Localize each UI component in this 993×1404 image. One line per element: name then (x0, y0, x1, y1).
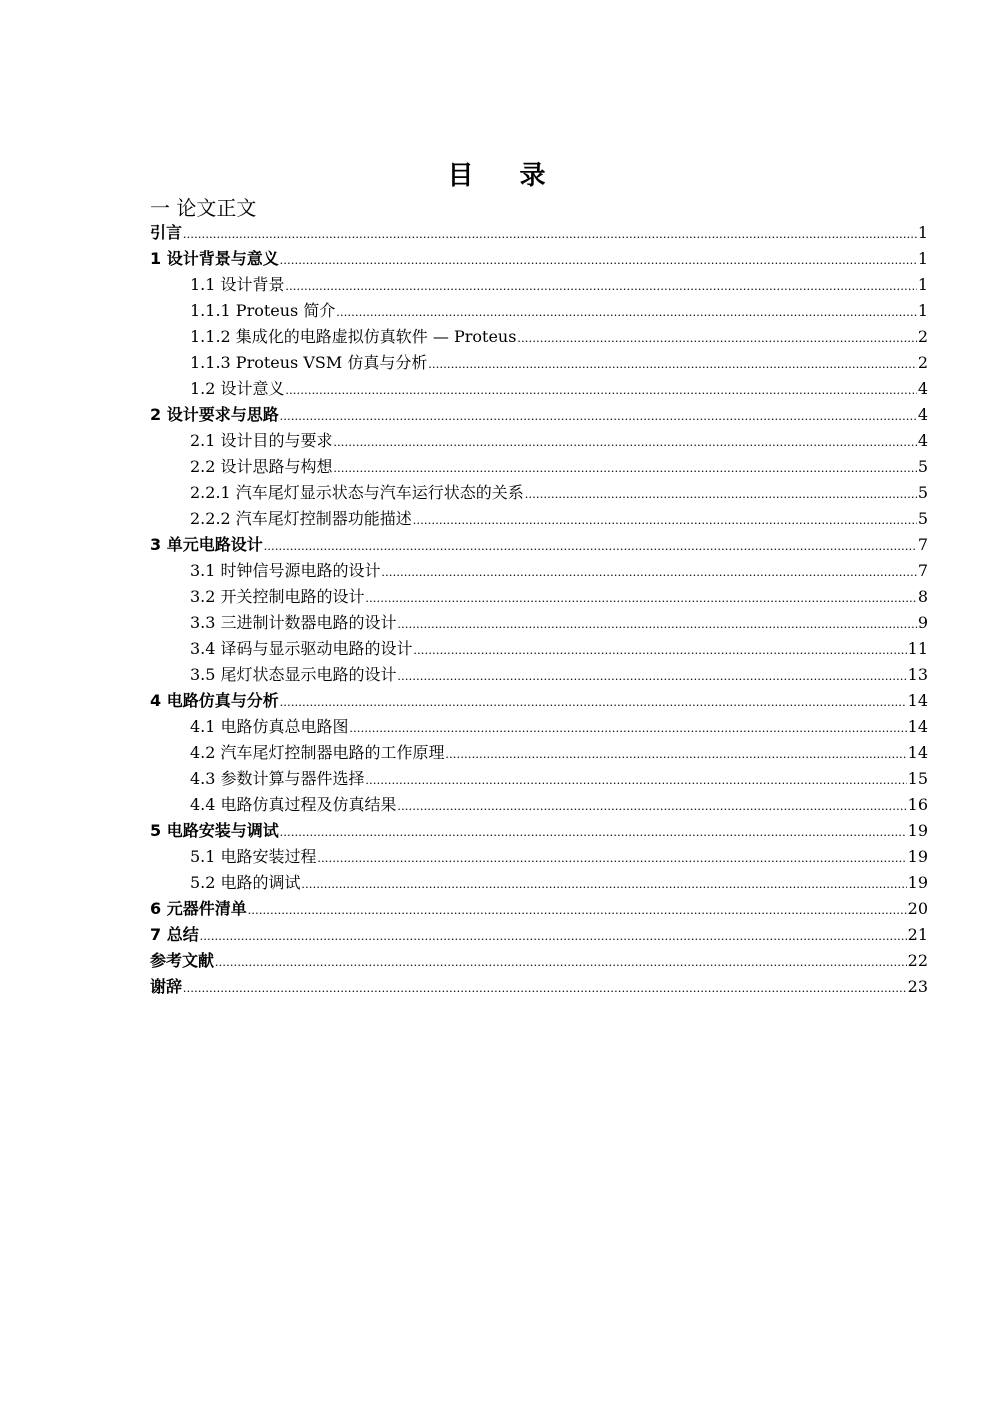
toc-page-number: 13 (907, 665, 928, 684)
toc-entry-label: 4.1 电路仿真总电路图 (190, 717, 349, 736)
toc-section-entry[interactable] (150, 428, 928, 454)
toc-section-entry[interactable] (150, 636, 928, 662)
toc-page-number: 1 (917, 223, 928, 242)
dot-leader (334, 429, 917, 455)
dot-leader (280, 403, 917, 429)
toc-section-entry[interactable] (150, 298, 928, 324)
toc-entry-label: 6 元器件清单 (150, 899, 247, 918)
toc-entry-label: 4.2 汽车尾灯控制器电路的工作原理 (190, 743, 445, 762)
dot-leader (264, 533, 917, 559)
toc-entry-label: 4.4 电路仿真过程及仿真结果 (190, 795, 397, 814)
dot-leader (446, 741, 907, 767)
toc-page-number: 21 (907, 925, 928, 944)
dot-leader (286, 273, 917, 299)
dot-leader (183, 975, 907, 1001)
toc-page-number: 14 (907, 691, 928, 710)
toc-entry-label: 4.3 参数计算与器件选择 (190, 769, 365, 788)
toc-page-number: 2 (917, 327, 928, 346)
toc-page-number: 4 (917, 379, 928, 398)
toc-chapter-entry[interactable] (150, 974, 928, 1000)
dot-leader (398, 663, 907, 689)
dot-leader (280, 819, 907, 845)
toc-page-number: 23 (907, 977, 928, 996)
toc-entry-label: 5.1 电路安装过程 (190, 847, 317, 866)
toc-page-number: 15 (907, 769, 928, 788)
toc-section-entry[interactable] (150, 376, 928, 402)
dot-leader (414, 637, 907, 663)
toc-chapter-entry[interactable] (150, 922, 928, 948)
toc-page-number: 7 (917, 561, 928, 580)
toc-entry-label: 3.5 尾灯状态显示电路的设计 (190, 665, 397, 684)
toc-chapter-entry[interactable] (150, 246, 928, 272)
toc-page-number: 20 (907, 899, 928, 918)
toc-entry-label: 2.1 设计目的与要求 (190, 431, 333, 450)
toc-section-entry[interactable] (150, 766, 928, 792)
dot-leader (302, 871, 907, 897)
toc-chapter-entry[interactable] (150, 532, 928, 558)
toc-page-number: 5 (917, 483, 928, 502)
toc-page-number: 8 (917, 587, 928, 606)
toc-section-entry[interactable] (150, 792, 928, 818)
toc-entry-label: 1.1.2 集成化的电路虚拟仿真软件 — Proteus (190, 327, 517, 346)
section-label: 一 论文正文 (150, 196, 257, 220)
toc-entry-label: 5 电路安装与调试 (150, 821, 279, 840)
dot-leader (200, 923, 907, 949)
toc-entry-label: 3.1 时钟信号源电路的设计 (190, 561, 381, 580)
toc-entry-label: 1.1.1 Proteus 简介 (190, 301, 336, 320)
toc-page-number: 1 (917, 275, 928, 294)
toc-page-number: 19 (907, 847, 928, 866)
toc-page-number: 22 (907, 951, 928, 970)
toc-entry-label: 7 总结 (150, 925, 199, 944)
toc-page-number: 16 (907, 795, 928, 814)
toc-page-number: 19 (907, 873, 928, 892)
toc-page-number: 4 (917, 431, 928, 450)
toc-page-number: 11 (907, 639, 928, 658)
dot-leader (248, 897, 907, 923)
toc-entry-label: 2.2.1 汽车尾灯显示状态与汽车运行状态的关系 (190, 483, 524, 502)
toc-section-entry[interactable] (150, 714, 928, 740)
toc-section-entry[interactable] (150, 558, 928, 584)
toc-chapter-entry[interactable] (150, 688, 928, 714)
dot-leader (366, 585, 917, 611)
dot-leader (280, 247, 917, 273)
toc-page-number: 7 (917, 535, 928, 554)
toc-entry-label: 3.4 译码与显示驱动电路的设计 (190, 639, 413, 658)
toc-page-number: 14 (907, 743, 928, 762)
toc-section-entry[interactable] (150, 506, 928, 532)
toc-section-entry[interactable] (150, 662, 928, 688)
dot-leader (525, 481, 917, 507)
toc-section-entry[interactable] (150, 844, 928, 870)
toc-chapter-entry[interactable] (150, 948, 928, 974)
toc-entry-label: 1 设计背景与意义 (150, 249, 279, 268)
toc-entry-label: 5.2 电路的调试 (190, 873, 301, 892)
dot-leader (280, 689, 907, 715)
toc-page-number: 14 (907, 717, 928, 736)
toc-entry-label: 2.2.2 汽车尾灯控制器功能描述 (190, 509, 412, 528)
dot-leader (183, 221, 917, 247)
toc-chapter-entry[interactable] (150, 220, 928, 246)
dot-leader (398, 793, 907, 819)
toc-entry-label: 1.2 设计意义 (190, 379, 285, 398)
toc-entry-label: 谢辞 (150, 977, 183, 996)
toc-page-number: 1 (917, 249, 928, 268)
toc-page-number: 1 (917, 301, 928, 320)
dot-leader (350, 715, 907, 741)
toc-section-entry[interactable] (150, 350, 928, 376)
toc-chapter-entry[interactable] (150, 818, 928, 844)
toc-page-number: 2 (917, 353, 928, 372)
toc-section-entry[interactable] (150, 272, 928, 298)
toc-entry-label: 3.2 开关控制电路的设计 (190, 587, 365, 606)
toc-section-entry[interactable] (150, 740, 928, 766)
toc-entry-label: 参考文献 (150, 951, 215, 970)
dot-leader (334, 455, 917, 481)
toc-entry-label: 4 电路仿真与分析 (150, 691, 279, 710)
toc-chapter-entry[interactable] (150, 896, 928, 922)
dot-leader (336, 299, 916, 325)
dot-leader (318, 845, 907, 871)
dot-leader (286, 377, 917, 403)
toc-entry-label: 3 单元电路设计 (150, 535, 263, 554)
toc-section-entry[interactable] (150, 610, 928, 636)
toc-entry-label: 2.2 设计思路与构想 (190, 457, 333, 476)
title-char-1: 目 (447, 161, 474, 191)
dot-leader (413, 507, 917, 533)
toc-chapter-entry[interactable] (150, 402, 928, 428)
toc-entry-label: 1.1 设计背景 (190, 275, 285, 294)
toc-section-entry[interactable] (150, 454, 928, 480)
dot-leader (517, 325, 916, 351)
toc-entry-label: 1.1.3 Proteus VSM 仿真与分析 (190, 353, 428, 372)
page-title (0, 155, 993, 192)
dot-leader (398, 611, 917, 637)
toc-section-entry[interactable] (150, 324, 928, 350)
toc-section-entry[interactable] (150, 584, 928, 610)
title-char-2: 录 (519, 161, 546, 191)
toc-page-number: 5 (917, 509, 928, 528)
dot-leader (366, 767, 907, 793)
table-of-contents (150, 220, 928, 1000)
toc-page-number: 5 (917, 457, 928, 476)
toc-entry-label: 3.3 三进制计数器电路的设计 (190, 613, 397, 632)
toc-section-entry[interactable] (150, 870, 928, 896)
dot-leader (215, 949, 907, 975)
dot-leader (428, 351, 916, 377)
toc-page-number: 9 (917, 613, 928, 632)
toc-section-entry[interactable] (150, 480, 928, 506)
toc-page-number: 4 (917, 405, 928, 424)
toc-entry-label: 引言 (150, 223, 183, 242)
dot-leader (382, 559, 917, 585)
toc-entry-label: 2 设计要求与思路 (150, 405, 279, 424)
toc-page-number: 19 (907, 821, 928, 840)
